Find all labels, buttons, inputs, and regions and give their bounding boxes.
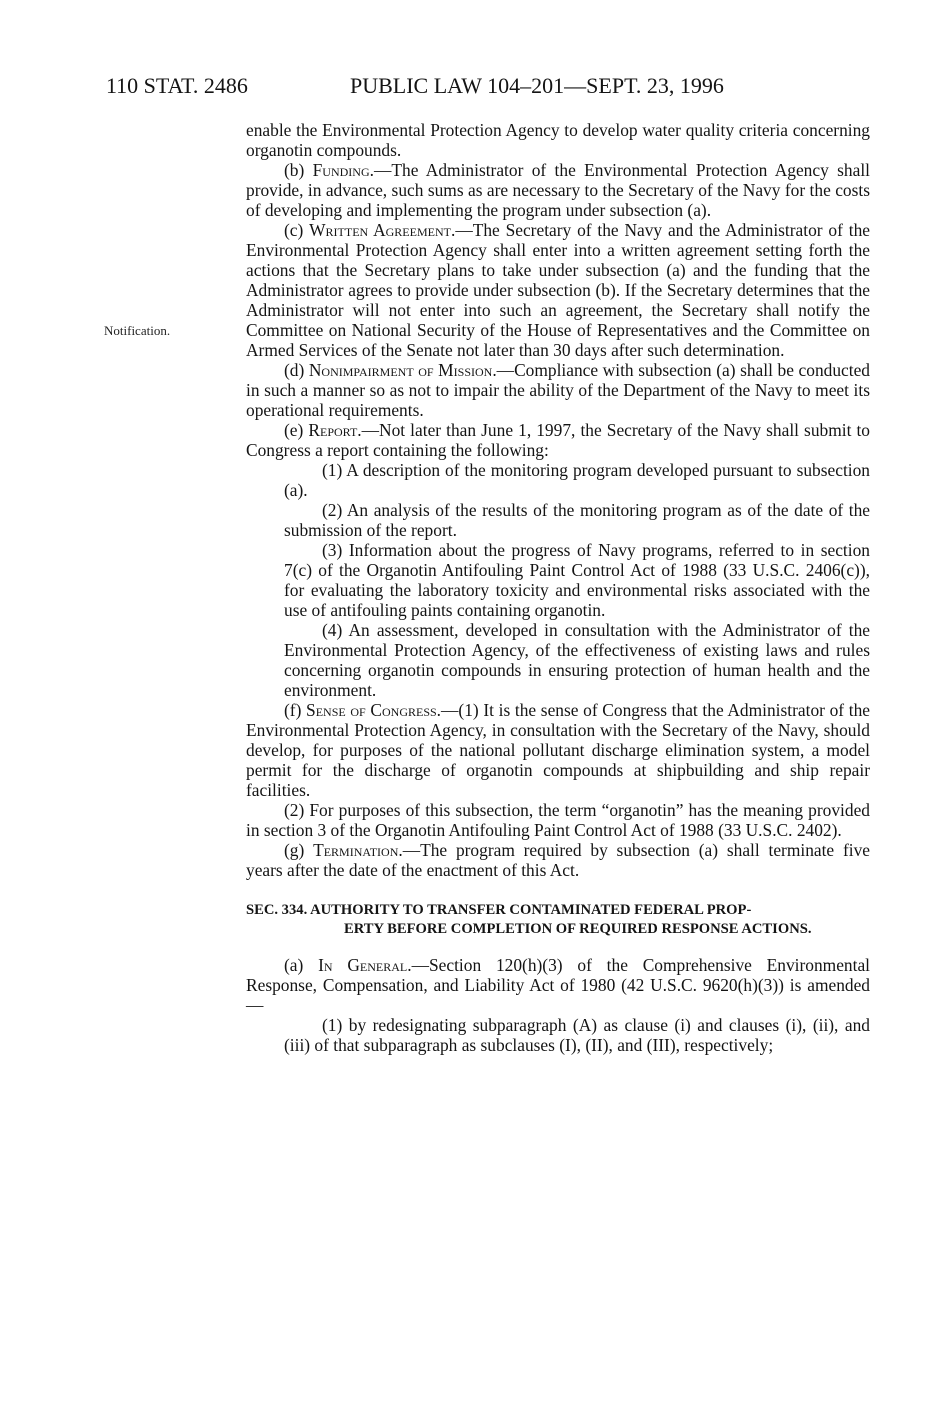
page-header [106,73,886,103]
subsection-text: .—Section 120(h)(3) of the Comprehensive Environmental Response, Compensation, and Liability Act of 1980 (42 U.S.C. 9620(h)(3)) is amended— [246,955,870,1015]
margin-note: Notification. [104,323,171,338]
subsection-heading: In General [318,955,408,975]
section-334-item-1: (1) by redesignating subparagraph (A) as clause (i) and clauses (i), (ii), and (iii) of that subparagraph as subclauses (I), (II), and (III), respectively; [284,1015,870,1055]
subsection-f [246,700,870,800]
subsection-text: .—The Secretary of the Navy and the Administrator of the Environmental Protection Agency shall enter into a written agreement setting forth the actions that the Secretary plans to take under subsection (a) and the funding that the Administrator agrees to provide under subsection (b). If the Secretary determines that the Administrator will not enter into such an agreement, the Secretary shall notify the Committee on National Security of the House of Representatives and the Committee on Armed Services of the Senate not later than 30 days after such determination. [246,220,870,360]
subsection-heading: Written Agreement [309,220,451,240]
subsection-d [246,360,870,420]
subsection-text: .—The program required by subsection (a) shall terminate five years after the date of the enactment of this Act. [246,840,870,880]
subsection-heading: Report [308,420,358,440]
running-head: PUBLIC LAW 104–201—SEPT. 23, 1996 [350,73,724,98]
subsection-g [246,840,870,880]
section-334-heading [246,901,870,939]
subsection-label: (b) [284,160,313,180]
subsection-heading: Nonimpairment of Mission [308,360,493,380]
subsection-label: (d) [284,360,309,380]
report-item-3: (3) Information about the progress of Navy programs, referred to in section 7(c) of the Organotin Antifouling Paint Control Act of 1988 (33 U.S.C. 2406(c)), for evaluating the laboratory toxicity and environmental risks associated with the use of antifouling paints containing organotin. [284,540,870,620]
report-item-2: (2) An analysis of the results of the monitoring program as of the date of the submission of the report. [284,500,870,540]
subsection-text: .—Compliance with subsection (a) shall be conducted in such a manner so as not to impair the ability of the Department of the Navy to meet its operational requirements. [246,360,870,420]
page-body [246,120,870,1055]
subsection-label: (f) [284,700,307,720]
subsection-text: .—Not later than June 1, 1997, the Secretary of the Navy shall submit to Congress a report containing the following: [246,420,871,460]
subsection-f-paragraph-2: (2) For purposes of this subsection, the term “organotin” has the meaning provided in section 3 of the Organotin Antifouling Paint Control Act of 1988 (33 U.S.C. 2402). [246,800,870,840]
subsection-text: .—(1) It is the sense of Congress that the Administrator of the Environmental Protection Agency, in consultation with the Secretary of the Navy, should develop, for purposes of the national pollutant discharge elimination system, a model permit for the discharge of organotin compounds at shipbuilding and ship repair facilities. [246,700,870,800]
subsection-b [246,160,870,220]
subsection-label: (e) [284,420,309,440]
subsection-heading: Termination [313,840,399,860]
report-item-4: (4) An assessment, developed in consultation with the Administrator of the Environmental Protection Agency, of the effectiveness of existing laws and rules concerning organotin compounds in ensuring protection of human health and the environment. [284,620,870,700]
report-item-1: (1) A description of the monitoring program developed pursuant to subsection (a). [284,460,870,500]
subsection-c [246,220,870,360]
section-heading-line-1: SEC. 334. AUTHORITY TO TRANSFER CONTAMINATED FEDERAL PROP- [246,902,752,918]
section-334-subsection-a [246,955,870,1015]
subsection-label: (g) [284,840,314,860]
subsection-heading: Funding [312,160,370,180]
stat-page-number: 110 STAT. 2486 [106,73,248,98]
subsection-e [246,420,870,460]
subsection-label: (a) [284,955,319,975]
paragraph-continuation: enable the Environmental Protection Agency to develop water quality criteria concerning organotin compounds. [246,120,870,160]
subsection-text: .—The Administrator of the Environmental Protection Agency shall provide, in advance, such sums as are necessary to the Secretary of the Navy for the costs of developing and implementing the program under subsection (a). [246,160,870,220]
subsection-heading: Sense of Congress [306,700,437,720]
section-heading-rest: ERTY BEFORE COMPLETION OF REQUIRED RESPONSE ACTIONS. [344,921,812,937]
subsection-label: (c) [284,220,310,240]
